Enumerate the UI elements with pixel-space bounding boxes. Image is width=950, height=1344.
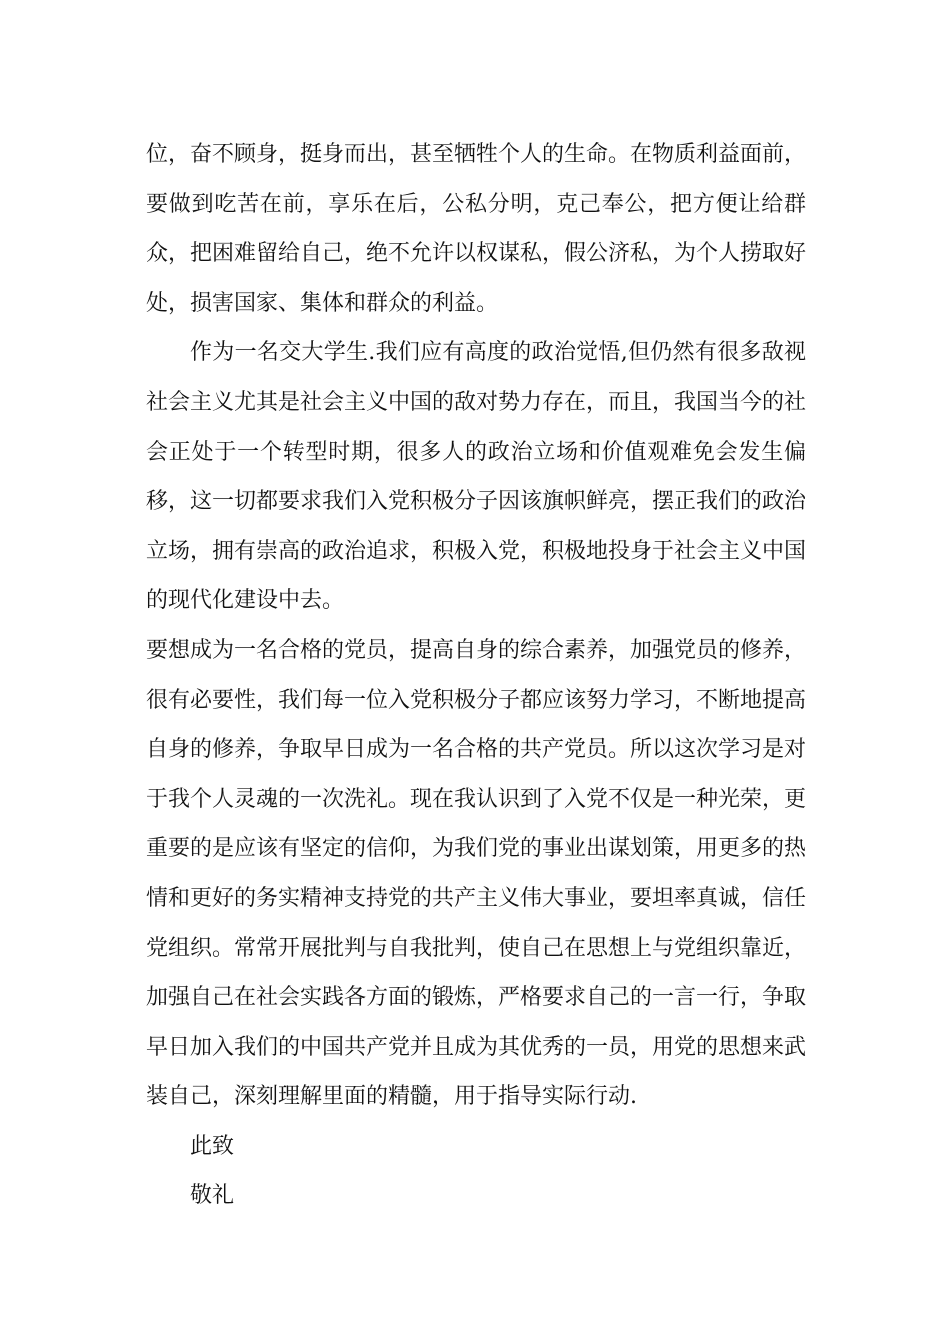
paragraph-2: 作为一名交大学生.我们应有高度的政治觉悟,但仍然有很多敌视社会主义尤其是社会主义中国的敌对势力存在，而且，我国当今的社会正处于一个转型时期，很多人的政治立场和价值观难免会发生偏移，这一切都要求我们入党积极分子因该旗帜鲜亮，摆正我们的政治立场，拥有崇高的政治追求，积极入党，积极地投身于社会主义中国的现代化建设中去。 (146, 340, 807, 614)
document-page (146, 130, 806, 1221)
paragraph-1: 位，奋不顾身，挺身而出，甚至牺牲个人的生命。在物质利益面前，要做到吃苦在前，享乐在后，公私分明，克己奉公，把方便让给群众，把困难留给自己，绝不允许以权谋私，假公济私，为个人捞取好处，损害国家、集体和群众的利益。 (146, 142, 807, 316)
closing-salutation: 此致 (190, 1133, 235, 1159)
closing-respect: 敬礼 (190, 1183, 235, 1209)
paragraph-3: 要想成为一名合格的党员，提高自身的综合素养，加强党员的修养，很有必要性，我们每一位入党积极分子都应该努力学习，不断地提高自身的修养，争取早日成为一名合格的共产党员。所以这次学习是对于我个人灵魂的一次洗礼。现在我认识到了入党不仅是一种光荣，更重要的是应该有坚定的信仰，为我们党的事业出谋划策，用更多的热情和更好的务实精神支持党的共产主义伟大事业，要坦率真诚，信任党组织。常常开展批判与自我批判，使自己在思想上与党组织靠近，加强自己在社会实践各方面的锻炼，严格要求自己的一言一行，争取早日加入我们的中国共产党并且成为其优秀的一员，用党的思想来武装自己，深刻理解里面的精髓，用于指导实际行动. (146, 637, 807, 1110)
